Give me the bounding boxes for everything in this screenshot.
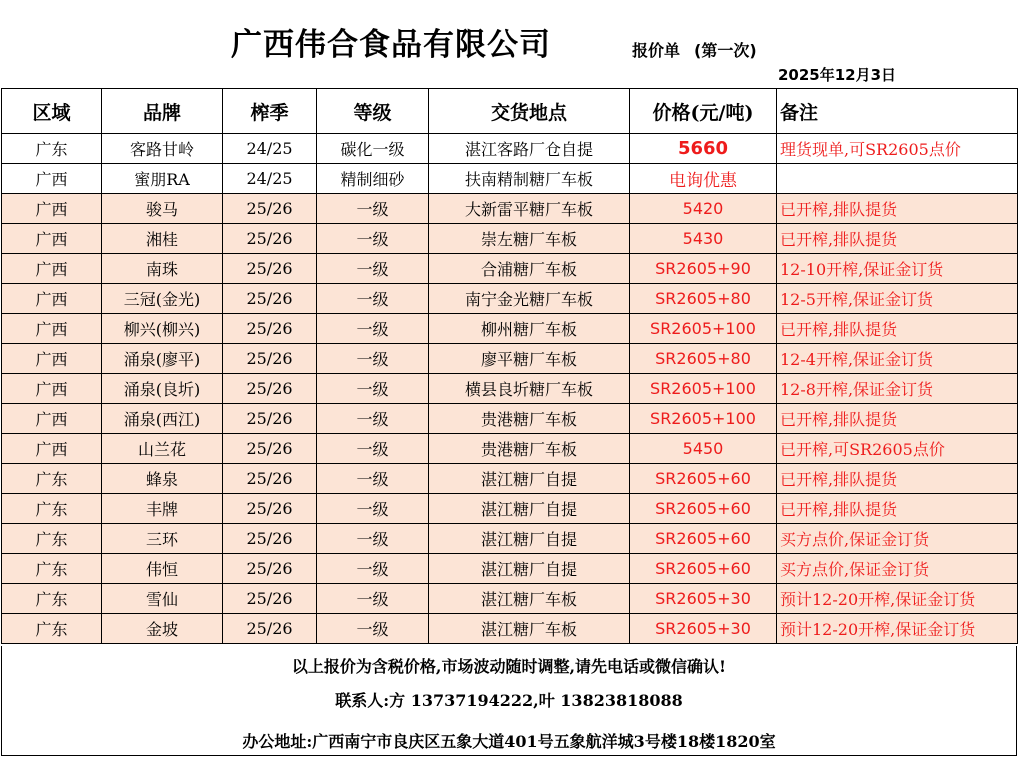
cell-region: 广西 (2, 194, 102, 224)
cell-region: 广西 (2, 434, 102, 464)
cell-brand: 骏马 (102, 194, 223, 224)
cell-season: 25/26 (223, 344, 317, 374)
table-row (2, 434, 1018, 464)
cell-region: 广东 (2, 464, 102, 494)
table-row (2, 554, 1018, 584)
cell-note: 理货现单,可SR2605点价 (777, 134, 1018, 164)
cell-season: 25/26 (223, 314, 317, 344)
cell-region: 广东 (2, 524, 102, 554)
cell-brand: 涌泉(西江) (102, 404, 223, 434)
cell-brand: 丰牌 (102, 494, 223, 524)
cell-grade: 一级 (317, 584, 429, 614)
cell-delivery: 南宁金光糖厂车板 (429, 284, 630, 314)
column-header-brand: 品牌 (102, 89, 223, 134)
cell-region: 广东 (2, 554, 102, 584)
cell-season: 25/26 (223, 224, 317, 254)
doc-round-label: (第一次) (694, 41, 757, 60)
cell-price: SR2605+60 (630, 524, 777, 554)
cell-delivery: 合浦糖厂车板 (429, 254, 630, 284)
cell-price: 5430 (630, 224, 777, 254)
cell-region: 广西 (2, 224, 102, 254)
quote-date: 2025年12月3日 (778, 66, 897, 84)
cell-price: SR2605+80 (630, 284, 777, 314)
cell-note: 12-10开榨,保证金订货 (777, 254, 1018, 284)
table-row (2, 584, 1018, 614)
cell-note: 已开榨,排队提货 (777, 464, 1018, 494)
cell-grade: 一级 (317, 284, 429, 314)
cell-season: 25/26 (223, 194, 317, 224)
cell-season: 25/26 (223, 464, 317, 494)
cell-region: 广东 (2, 134, 102, 164)
table-row (2, 164, 1018, 194)
cell-season: 25/26 (223, 374, 317, 404)
cell-brand: 涌泉(廖平) (102, 344, 223, 374)
cell-delivery: 贵港糖厂车板 (429, 434, 630, 464)
cell-price: SR2605+100 (630, 374, 777, 404)
cell-brand: 金坡 (102, 614, 223, 644)
cell-grade: 一级 (317, 464, 429, 494)
table-row (2, 314, 1018, 344)
cell-price: SR2605+80 (630, 344, 777, 374)
cell-region: 广西 (2, 314, 102, 344)
cell-brand: 蜂泉 (102, 464, 223, 494)
cell-brand: 湘桂 (102, 224, 223, 254)
cell-note: 已开榨,排队提货 (777, 224, 1018, 254)
quote-header (0, 0, 1020, 88)
cell-brand: 南珠 (102, 254, 223, 284)
cell-grade: 一级 (317, 524, 429, 554)
cell-brand: 涌泉(良圻) (102, 374, 223, 404)
cell-note: 已开榨,排队提货 (777, 404, 1018, 434)
cell-brand: 山兰花 (102, 434, 223, 464)
cell-season: 25/26 (223, 404, 317, 434)
cell-season: 24/25 (223, 164, 317, 194)
cell-region: 广东 (2, 614, 102, 644)
cell-delivery: 贵港糖厂车板 (429, 404, 630, 434)
cell-price: SR2605+90 (630, 254, 777, 284)
cell-delivery: 柳州糖厂车板 (429, 314, 630, 344)
cell-note: 已开榨,可SR2605点价 (777, 434, 1018, 464)
column-header-delivery: 交货地点 (429, 89, 630, 134)
cell-brand: 伟恒 (102, 554, 223, 584)
cell-price: 电询优惠 (630, 164, 777, 194)
cell-season: 25/26 (223, 254, 317, 284)
cell-brand: 客路甘岭 (102, 134, 223, 164)
cell-brand: 雪仙 (102, 584, 223, 614)
cell-season: 25/26 (223, 584, 317, 614)
cell-price: 5420 (630, 194, 777, 224)
cell-delivery: 湛江糖厂车板 (429, 584, 630, 614)
cell-price: SR2605+100 (630, 404, 777, 434)
cell-region: 广西 (2, 374, 102, 404)
cell-delivery: 大新雷平糖厂车板 (429, 194, 630, 224)
price-quote-table (1, 88, 1018, 644)
column-header-note: 备注 (777, 89, 1018, 134)
cell-delivery: 崇左糖厂车板 (429, 224, 630, 254)
cell-grade: 一级 (317, 404, 429, 434)
cell-season: 25/26 (223, 284, 317, 314)
cell-region: 广西 (2, 344, 102, 374)
cell-delivery: 扶南精制糖厂车板 (429, 164, 630, 194)
cell-grade: 精制细砂 (317, 164, 429, 194)
cell-price: SR2605+60 (630, 494, 777, 524)
cell-region: 广西 (2, 164, 102, 194)
cell-grade: 一级 (317, 494, 429, 524)
cell-delivery: 横县良圻糖厂车板 (429, 374, 630, 404)
cell-price: 5660 (630, 134, 777, 164)
cell-brand: 三冠(金光) (102, 284, 223, 314)
cell-delivery: 湛江糖厂自提 (429, 524, 630, 554)
cell-grade: 一级 (317, 254, 429, 284)
column-header-price: 价格(元/吨) (630, 89, 777, 134)
cell-price: SR2605+30 (630, 614, 777, 644)
table-row (2, 194, 1018, 224)
cell-region: 广西 (2, 284, 102, 314)
cell-delivery: 湛江糖厂自提 (429, 494, 630, 524)
table-row (2, 134, 1018, 164)
company-name: 广西伟合食品有限公司 (231, 27, 551, 63)
cell-season: 25/26 (223, 434, 317, 464)
cell-grade: 碳化一级 (317, 134, 429, 164)
cell-price: SR2605+100 (630, 314, 777, 344)
cell-season: 25/26 (223, 614, 317, 644)
cell-note: 已开榨,排队提货 (777, 194, 1018, 224)
cell-note: 12-8开榨,保证金订货 (777, 374, 1018, 404)
cell-grade: 一级 (317, 374, 429, 404)
office-address: 办公地址:广西南宁市良庆区五象大道401号五象航洋城3号楼18楼1820室 (242, 732, 776, 751)
cell-brand: 蜜朋RA (102, 164, 223, 194)
cell-note: 已开榨,排队提货 (777, 494, 1018, 524)
cell-grade: 一级 (317, 224, 429, 254)
cell-note: 12-4开榨,保证金订货 (777, 344, 1018, 374)
cell-delivery: 湛江糖厂车板 (429, 614, 630, 644)
table-row (2, 224, 1018, 254)
table-row (2, 254, 1018, 284)
table-row (2, 494, 1018, 524)
cell-region: 广东 (2, 494, 102, 524)
document-title (632, 38, 757, 61)
cell-price: 5450 (630, 434, 777, 464)
cell-delivery: 湛江糖厂自提 (429, 554, 630, 584)
table-row (2, 614, 1018, 644)
cell-season: 25/26 (223, 554, 317, 584)
cell-grade: 一级 (317, 434, 429, 464)
cell-note (777, 164, 1018, 194)
table-row (2, 284, 1018, 314)
cell-delivery: 湛江糖厂自提 (429, 464, 630, 494)
cell-note: 买方点价,保证金订货 (777, 524, 1018, 554)
cell-region: 广西 (2, 254, 102, 284)
cell-price: SR2605+30 (630, 584, 777, 614)
cell-price: SR2605+60 (630, 464, 777, 494)
cell-region: 广西 (2, 404, 102, 434)
cell-season: 25/26 (223, 494, 317, 524)
cell-note: 预计12-20开榨,保证金订货 (777, 584, 1018, 614)
cell-grade: 一级 (317, 194, 429, 224)
cell-region: 广东 (2, 584, 102, 614)
cell-grade: 一级 (317, 614, 429, 644)
cell-season: 25/26 (223, 524, 317, 554)
doc-title-label: 报价单 (632, 41, 681, 60)
cell-note: 预计12-20开榨,保证金订货 (777, 614, 1018, 644)
cell-brand: 三环 (102, 524, 223, 554)
quote-footer (1, 646, 1017, 756)
cell-note: 已开榨,排队提货 (777, 314, 1018, 344)
cell-brand: 柳兴(柳兴) (102, 314, 223, 344)
cell-note: 买方点价,保证金订货 (777, 554, 1018, 584)
column-header-region: 区域 (2, 89, 102, 134)
cell-delivery: 湛江客路厂仓自提 (429, 134, 630, 164)
cell-price: SR2605+60 (630, 554, 777, 584)
table-header-row (2, 89, 1018, 134)
table-row (2, 344, 1018, 374)
price-disclaimer: 以上报价为含税价格,市场波动随时调整,请先电话或微信确认! (291, 657, 727, 676)
table-row (2, 374, 1018, 404)
cell-grade: 一级 (317, 554, 429, 584)
cell-note: 12-5开榨,保证金订货 (777, 284, 1018, 314)
cell-grade: 一级 (317, 314, 429, 344)
table-row (2, 464, 1018, 494)
contact-info: 联系人:方 13737194222,叶 13823818088 (335, 691, 683, 710)
cell-grade: 一级 (317, 344, 429, 374)
cell-delivery: 廖平糖厂车板 (429, 344, 630, 374)
table-row (2, 404, 1018, 434)
cell-season: 24/25 (223, 134, 317, 164)
table-row (2, 524, 1018, 554)
column-header-season: 榨季 (223, 89, 317, 134)
column-header-grade: 等级 (317, 89, 429, 134)
